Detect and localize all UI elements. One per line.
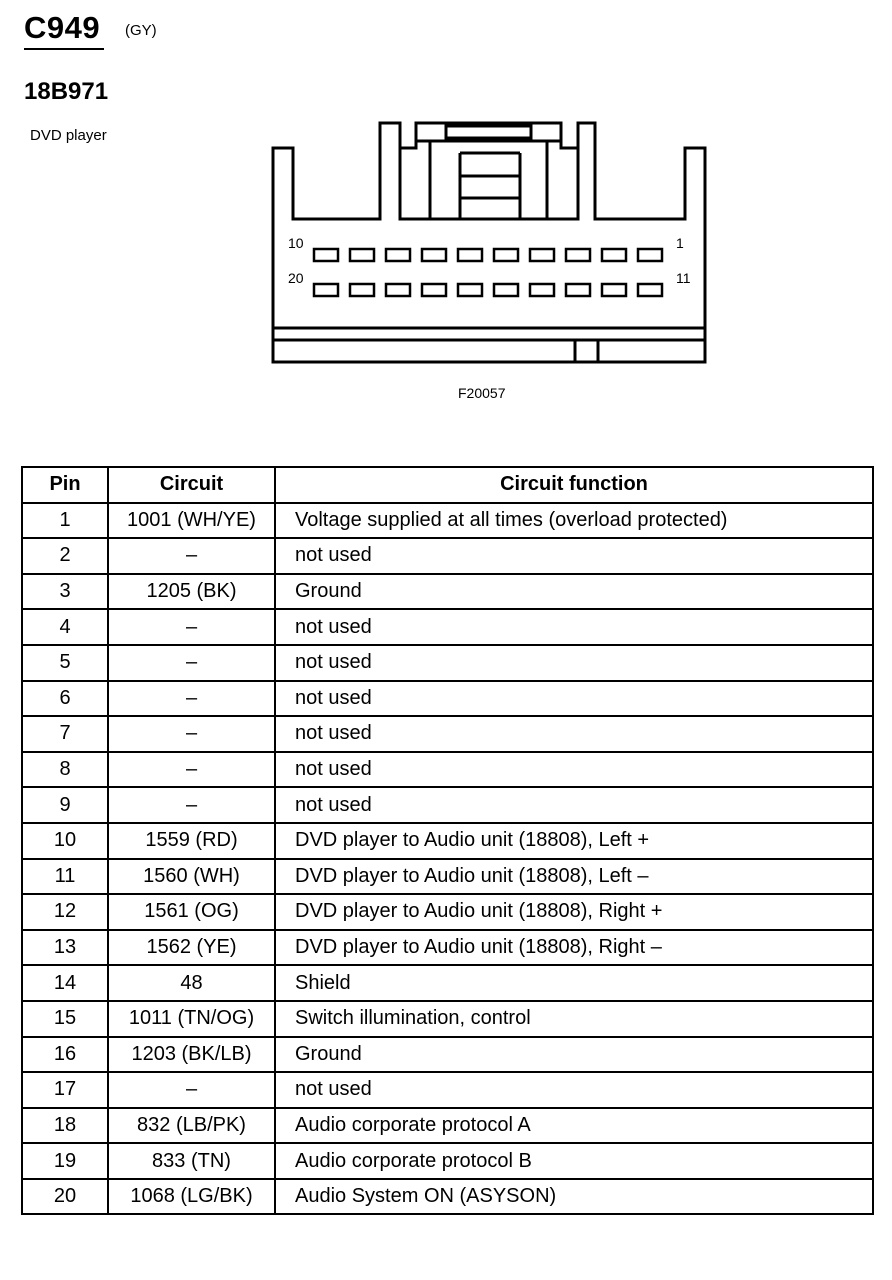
circuit-cell: – bbox=[108, 752, 275, 788]
circuit-cell: 1561 (OG) bbox=[108, 894, 275, 930]
function-cell: not used bbox=[275, 752, 873, 788]
pin-cell: 14 bbox=[22, 965, 108, 1001]
circuit-cell: – bbox=[108, 609, 275, 645]
connector-id: C949 bbox=[24, 10, 101, 45]
pin-cell: 8 bbox=[22, 752, 108, 788]
circuit-cell: – bbox=[108, 645, 275, 681]
pin-cell: 6 bbox=[22, 681, 108, 717]
table-row bbox=[22, 574, 873, 610]
circuit-cell: 1205 (BK) bbox=[108, 574, 275, 610]
function-cell: DVD player to Audio unit (18808), Left + bbox=[275, 823, 873, 859]
function-cell: not used bbox=[275, 538, 873, 574]
table-header-row bbox=[22, 467, 873, 503]
circuit-cell: – bbox=[108, 681, 275, 717]
pin-cell: 18 bbox=[22, 1108, 108, 1144]
pin-label-20: 20 bbox=[288, 270, 304, 286]
table-row bbox=[22, 930, 873, 966]
pin-cavity bbox=[530, 284, 554, 296]
pin-cavities bbox=[314, 249, 662, 296]
table-row bbox=[22, 859, 873, 895]
function-cell: DVD player to Audio unit (18808), Left – bbox=[275, 859, 873, 895]
pin-cavity bbox=[566, 284, 590, 296]
circuit-cell: 1011 (TN/OG) bbox=[108, 1001, 275, 1037]
function-cell: not used bbox=[275, 645, 873, 681]
pin-cavity bbox=[494, 249, 518, 261]
table-row bbox=[22, 823, 873, 859]
pin-cell: 5 bbox=[22, 645, 108, 681]
table-row bbox=[22, 1001, 873, 1037]
table-row bbox=[22, 965, 873, 1001]
pin-cell: 1 bbox=[22, 503, 108, 539]
pin-cell: 16 bbox=[22, 1037, 108, 1073]
pin-cell: 11 bbox=[22, 859, 108, 895]
table-row bbox=[22, 609, 873, 645]
function-cell: Shield bbox=[275, 965, 873, 1001]
function-cell: Audio System ON (ASYSON) bbox=[275, 1179, 873, 1215]
table-row bbox=[22, 1143, 873, 1179]
connector-id-underline bbox=[24, 48, 104, 50]
pin-cavity bbox=[458, 249, 482, 261]
table-row bbox=[22, 1072, 873, 1108]
function-cell: Ground bbox=[275, 1037, 873, 1073]
circuit-cell: 833 (TN) bbox=[108, 1143, 275, 1179]
table-row bbox=[22, 538, 873, 574]
column-header-circuit: Circuit bbox=[108, 467, 275, 503]
pin-cell: 15 bbox=[22, 1001, 108, 1037]
pin-label-11: 11 bbox=[676, 270, 691, 286]
circuit-cell: 48 bbox=[108, 965, 275, 1001]
component-name: DVD player bbox=[30, 127, 107, 144]
pin-cavity bbox=[638, 249, 662, 261]
function-cell: not used bbox=[275, 1072, 873, 1108]
function-cell: not used bbox=[275, 609, 873, 645]
part-number: 18B971 bbox=[24, 78, 109, 105]
pin-cavity bbox=[386, 249, 410, 261]
circuit-cell: 1068 (LG/BK) bbox=[108, 1179, 275, 1215]
pin-cavity bbox=[350, 284, 374, 296]
column-header-function: Circuit function bbox=[275, 467, 873, 503]
pinout-table bbox=[21, 466, 874, 1215]
table-row bbox=[22, 503, 873, 539]
circuit-cell: 1562 (YE) bbox=[108, 930, 275, 966]
figure-reference: F20057 bbox=[458, 385, 506, 401]
pin-cell: 19 bbox=[22, 1143, 108, 1179]
pin-label-10: 10 bbox=[288, 235, 304, 251]
pin-cavity bbox=[314, 249, 338, 261]
connector-housing bbox=[273, 123, 705, 362]
pin-cavity bbox=[602, 249, 626, 261]
table-row bbox=[22, 1179, 873, 1215]
pin-cavity bbox=[638, 284, 662, 296]
pin-cavity bbox=[314, 284, 338, 296]
pin-cavity bbox=[494, 284, 518, 296]
pin-cell: 7 bbox=[22, 716, 108, 752]
connector-diagram bbox=[270, 118, 715, 368]
function-cell: DVD player to Audio unit (18808), Right + bbox=[275, 894, 873, 930]
pin-cell: 9 bbox=[22, 787, 108, 823]
table-row bbox=[22, 645, 873, 681]
pin-cell: 4 bbox=[22, 609, 108, 645]
pin-cell: 13 bbox=[22, 930, 108, 966]
pin-cell: 10 bbox=[22, 823, 108, 859]
table-row bbox=[22, 681, 873, 717]
pin-cavity bbox=[530, 249, 554, 261]
pin-cavity bbox=[602, 284, 626, 296]
circuit-cell: – bbox=[108, 1072, 275, 1108]
pin-cell: 17 bbox=[22, 1072, 108, 1108]
circuit-cell: 1559 (RD) bbox=[108, 823, 275, 859]
circuit-cell: – bbox=[108, 787, 275, 823]
pin-cavity bbox=[422, 284, 446, 296]
function-cell: Audio corporate protocol B bbox=[275, 1143, 873, 1179]
table-row bbox=[22, 1037, 873, 1073]
connector-latch-body bbox=[400, 141, 578, 219]
circuit-cell: 1203 (BK/LB) bbox=[108, 1037, 275, 1073]
table-row bbox=[22, 894, 873, 930]
circuit-cell: 832 (LB/PK) bbox=[108, 1108, 275, 1144]
pin-cavity bbox=[422, 249, 446, 261]
pin-cell: 20 bbox=[22, 1179, 108, 1215]
circuit-cell: 1560 (WH) bbox=[108, 859, 275, 895]
table-row bbox=[22, 787, 873, 823]
pin-cell: 2 bbox=[22, 538, 108, 574]
table-row bbox=[22, 716, 873, 752]
pin-cavity bbox=[458, 284, 482, 296]
column-header-pin: Pin bbox=[22, 467, 108, 503]
pin-cell: 3 bbox=[22, 574, 108, 610]
circuit-cell: 1001 (WH/YE) bbox=[108, 503, 275, 539]
table-row bbox=[22, 752, 873, 788]
function-cell: DVD player to Audio unit (18808), Right – bbox=[275, 930, 873, 966]
circuit-cell: – bbox=[108, 538, 275, 574]
connector-color: (GY) bbox=[125, 22, 157, 39]
function-cell: Audio corporate protocol A bbox=[275, 1108, 873, 1144]
pin-cell: 12 bbox=[22, 894, 108, 930]
table-row bbox=[22, 1108, 873, 1144]
pin-cavity bbox=[566, 249, 590, 261]
pin-cavity bbox=[350, 249, 374, 261]
function-cell: Ground bbox=[275, 574, 873, 610]
function-cell: Switch illumination, control bbox=[275, 1001, 873, 1037]
function-cell: Voltage supplied at all times (overload protected) bbox=[275, 503, 873, 539]
connector-latch-inner bbox=[446, 126, 531, 138]
connector-lower-band bbox=[273, 328, 705, 362]
pin-cavity bbox=[386, 284, 410, 296]
pin-label-1: 1 bbox=[676, 235, 684, 251]
function-cell: not used bbox=[275, 716, 873, 752]
circuit-cell: – bbox=[108, 716, 275, 752]
function-cell: not used bbox=[275, 787, 873, 823]
function-cell: not used bbox=[275, 681, 873, 717]
